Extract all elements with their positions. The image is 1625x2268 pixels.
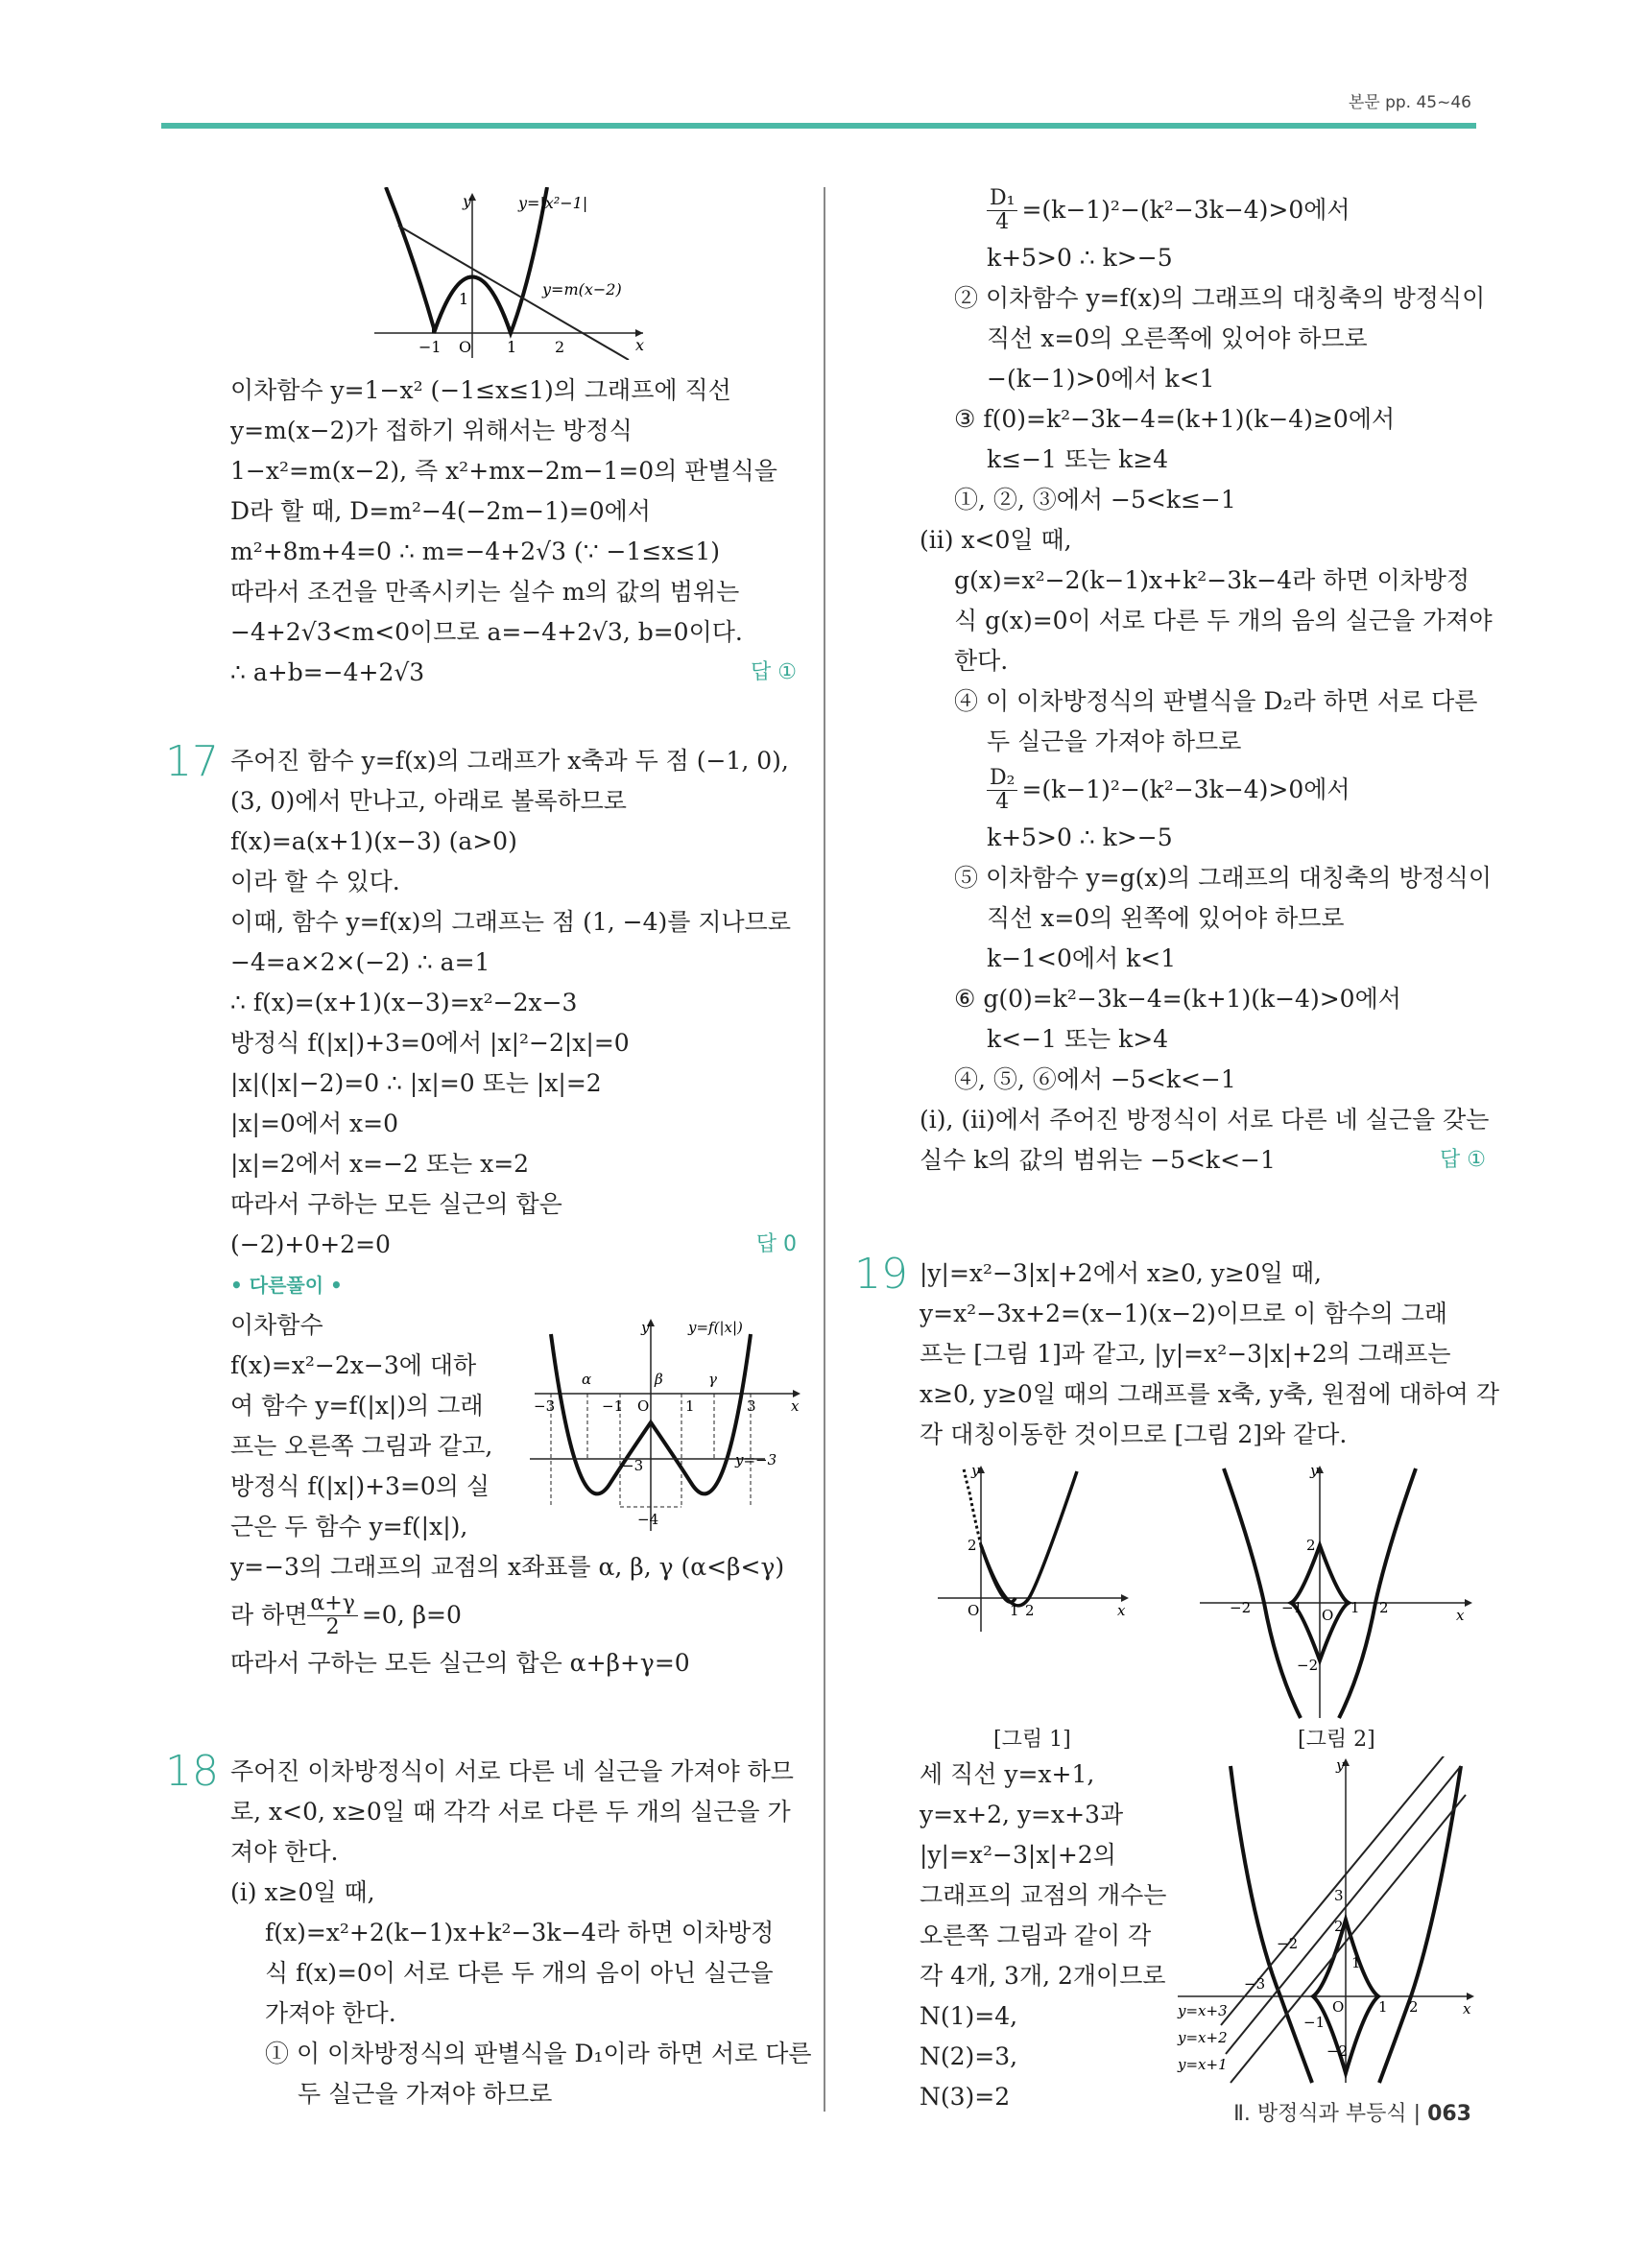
- text-line: 각 4개, 3개, 2개이므로: [920, 1962, 1166, 1990]
- text-fragment: 라 하면: [230, 1601, 308, 1629]
- alt-graph-xtick: −3: [534, 1397, 556, 1415]
- text-line: ⑥ g(0)=k²−3k−4=(k+1)(k−4)>0에서: [954, 985, 1401, 1013]
- fig1-xtick: 1: [1010, 1602, 1019, 1619]
- fraction-denominator: 2: [325, 1614, 340, 1639]
- fig3-xtick: −2: [1277, 1935, 1299, 1952]
- text-line: x≥0, y≥0일 때의 그래프를 x축, y축, 원점에 대하여 각: [920, 1380, 1499, 1408]
- page-number: 063: [1427, 2102, 1471, 2126]
- graph16-tick: −1: [418, 338, 442, 356]
- text-fragment: =(k−1)²−(k²−3k−4)>0에서: [1021, 776, 1350, 803]
- problem17-solution: [230, 741, 797, 1683]
- text-line: 로, x<0, x≥0일 때 각각 서로 다른 두 개의 실근을 가: [230, 1798, 791, 1826]
- text-line: 식 f(x)=0이 서로 다른 두 개의 음이 아닌 실근을: [265, 1959, 774, 1987]
- text-line: ① 이 이차방정식의 판별식을 D₁이라 하면 서로 다른: [265, 2040, 812, 2067]
- header-rule: [161, 123, 1476, 129]
- text-line: |x|=2에서 x=−2 또는 x=2: [230, 1150, 530, 1178]
- fig3-line-label: y=x+2: [1178, 2029, 1228, 2046]
- problem18-solution-part2: [920, 182, 1493, 1181]
- problem-number-19: 19: [854, 1250, 908, 1299]
- fig2-xtick: −2: [1230, 1599, 1252, 1616]
- text-line: ∴ a+b=−4+2√3: [230, 658, 425, 686]
- figure1-graph: [933, 1464, 1135, 1641]
- text-line: y=x²−3x+2=(x−1)(x−2)이므로 이 함수의 그래: [920, 1300, 1448, 1327]
- text-line: (ii) x<0일 때,: [920, 526, 1072, 554]
- fig1-x-label: x: [1117, 1602, 1126, 1619]
- alt-graph-curve-label: y=f(|x|): [688, 1319, 743, 1336]
- alt-graph-alpha: α: [582, 1371, 592, 1388]
- alt-graph-x-label: x: [791, 1397, 800, 1415]
- text-line: y=m(x−2)가 접하기 위해서는 방정식: [230, 417, 633, 444]
- fraction: [987, 767, 1017, 814]
- alt-graph-xtick: 3: [747, 1397, 756, 1415]
- fraction: [307, 1592, 357, 1639]
- text-line: −4+2√3<m<0이므로 a=−4+2√3, b=0이다.: [230, 618, 743, 646]
- text-line: 한다.: [954, 647, 1009, 675]
- text-line: N(2)=3,: [920, 2042, 1018, 2070]
- alt-graph-ytick: −3: [622, 1457, 644, 1474]
- fig3-ytick: 1: [1351, 1954, 1361, 1971]
- alt-graph-gamma: γ: [708, 1371, 717, 1388]
- problem-number-18: 18: [165, 1747, 219, 1796]
- fraction-denominator: 4: [995, 209, 1010, 234]
- fig3-y-label: y: [1336, 1756, 1345, 1774]
- text-line: f(x)=x²+2(k−1)x+k²−3k−4라 하면 이차방정: [265, 1919, 775, 1946]
- text-line: −4=a×2×(−2) ∴ a=1: [230, 948, 490, 976]
- text-line: 프는 [그림 1]과 같고, |y|=x²−3|x|+2의 그래프는: [920, 1340, 1451, 1368]
- alternative-solution-label: • 다른풀이 •: [230, 1274, 343, 1297]
- fig3-ytick: −1: [1303, 2014, 1326, 2031]
- text-line: 오른쪽 그림과 같이 각: [920, 1922, 1152, 1949]
- text-line: k+5>0 ∴ k>−5: [987, 244, 1173, 272]
- text-line: 주어진 이차방정식이 서로 다른 네 실근을 가져야 하므: [230, 1757, 794, 1785]
- alt-graph-xtick: O: [637, 1397, 650, 1415]
- fig3-xtick: −3: [1244, 1975, 1266, 1993]
- text-line: f(x)=x²−2x−3에 대하: [230, 1351, 477, 1379]
- text-line: 각 대칭이동한 것이므로 [그림 2]와 같다.: [920, 1420, 1348, 1448]
- alt-graph-y-label: y: [641, 1319, 650, 1336]
- chapter-title: Ⅱ. 방정식과 부등식: [1233, 2102, 1407, 2126]
- graph16-tick: O: [459, 338, 472, 356]
- problem16-solution: [230, 370, 797, 693]
- problem19-solution: [920, 1253, 1499, 1455]
- graph16-line-label: y=m(x−2): [542, 280, 622, 298]
- problem18-solution-part1: [230, 1752, 812, 2114]
- footer-separator: |: [1413, 2102, 1428, 2126]
- text-line: ② 이차함수 y=f(x)의 그래프의 대칭축의 방정식이: [954, 284, 1486, 312]
- fig3-line-label: y=x+1: [1178, 2056, 1228, 2073]
- text-line: |x|=0에서 x=0: [230, 1110, 398, 1137]
- text-line: 직선 x=0의 오른쪽에 있어야 하므로: [987, 324, 1368, 352]
- fig3-xtick: 2: [1409, 1998, 1419, 2016]
- text-line: 식 g(x)=0이 서로 다른 두 개의 음의 실근을 가져야: [954, 607, 1493, 634]
- text-line: (3, 0)에서 만나고, 아래로 볼록하므로: [230, 787, 627, 815]
- fig3-ytick: −2: [1326, 2042, 1349, 2060]
- text-line: (i) x≥0일 때,: [230, 1878, 375, 1906]
- text-line: 근은 두 함수 y=f(|x|),: [230, 1513, 468, 1540]
- text-line: y=x+2, y=x+3과: [920, 1801, 1124, 1828]
- graph16-y-label: y: [463, 192, 472, 210]
- graph16-x-label: x: [635, 336, 645, 354]
- fraction: [987, 187, 1017, 234]
- text-line: ④, ⑤, ⑥에서 −5<k<−1: [954, 1065, 1236, 1093]
- answer-badge: 답 ①: [751, 660, 797, 684]
- alt-graph-xtick: 1: [685, 1397, 695, 1415]
- text-line: 따라서 구하는 모든 실근의 합은: [230, 1190, 562, 1218]
- text-line: |y|=x²−3|x|+2의: [920, 1841, 1116, 1869]
- text-line: k+5>0 ∴ k>−5: [987, 824, 1173, 851]
- text-fragment: =0, β=0: [361, 1601, 462, 1629]
- text-line: 이때, 함수 y=f(x)의 그래프는 점 (1, −4)를 지나므로: [230, 908, 791, 936]
- fig1-y-label: y: [971, 1464, 980, 1479]
- text-line: m²+8m+4=0 ∴ m=−4+2√3 (∵ −1≤x≤1): [230, 537, 721, 565]
- text-line: 여 함수 y=f(|x|)의 그래: [230, 1392, 484, 1420]
- text-line: 따라서 조건을 만족시키는 실수 m의 값의 범위는: [230, 578, 740, 606]
- graph16-tick: 1: [507, 338, 517, 356]
- answer-badge: 답 ①: [1440, 1148, 1486, 1172]
- problem19-solution-part2: [920, 1755, 1188, 2117]
- answer-badge: 답 0: [755, 1232, 797, 1256]
- text-line: (i), (ii)에서 주어진 방정식이 서로 다른 네 실근을 갖는: [920, 1106, 1490, 1134]
- text-line: g(x)=x²−2(k−1)x+k²−3k−4라 하면 이차방정: [954, 566, 1470, 594]
- fig2-ytick: −2: [1297, 1657, 1319, 1674]
- text-line: 주어진 함수 y=f(x)의 그래프가 x축과 두 점 (−1, 0),: [230, 747, 789, 775]
- graph16-ytick: 1: [459, 290, 469, 308]
- fig3-ytick: 3: [1334, 1887, 1344, 1904]
- fig2-xtick: 1: [1350, 1599, 1360, 1616]
- text-line: 두 실근을 가져야 하므로: [987, 728, 1242, 755]
- figure3-graph: [1173, 1756, 1480, 2088]
- fig3-ytick: 2: [1334, 1918, 1344, 1935]
- text-line: 가져야 한다.: [265, 1999, 396, 2027]
- text-line: 세 직선 y=x+1,: [920, 1760, 1095, 1788]
- text-line: ∴ f(x)=(x+1)(x−3)=x²−2x−3: [230, 989, 578, 1016]
- figure2-caption: [그림 2]: [1298, 1728, 1375, 1752]
- fraction-numerator: D₂: [987, 767, 1017, 791]
- text-line: 이차함수: [230, 1311, 323, 1339]
- text-line: 프는 오른쪽 그림과 같고,: [230, 1432, 493, 1460]
- graph16-tick: 2: [555, 338, 565, 356]
- text-line: 두 실근을 가져야 하므로: [298, 2080, 553, 2108]
- alt-graph-beta: β: [655, 1371, 663, 1388]
- page-footer: [1233, 2097, 1471, 2127]
- text-line: 직선 x=0의 왼쪽에 있어야 하므로: [987, 904, 1345, 932]
- text-line: 져야 한다.: [230, 1838, 339, 1866]
- text-line: ③ f(0)=k²−3k−4=(k+1)(k−4)≥0에서: [954, 405, 1396, 433]
- fig1-ytick: 2: [968, 1537, 977, 1554]
- text-line: 방정식 f(|x|)+3=0에서 |x|²−2|x|=0: [230, 1029, 630, 1057]
- text-line: ⑤ 이차함수 y=g(x)의 그래프의 대칭축의 방정식이: [954, 864, 1492, 892]
- text-line: N(1)=4,: [920, 2002, 1018, 2030]
- fraction-denominator: 4: [995, 789, 1010, 814]
- fig1-origin: O: [968, 1602, 980, 1619]
- column-divider: [824, 187, 825, 2112]
- fig2-x-label: x: [1456, 1607, 1465, 1624]
- text-line: 실수 k의 값의 범위는 −5<k<−1: [920, 1146, 1276, 1174]
- fig3-x-label: x: [1463, 2000, 1471, 2017]
- fig3-xtick: 1: [1378, 1998, 1388, 2016]
- fig2-y-label: y: [1310, 1464, 1319, 1479]
- fraction-numerator: α+γ: [307, 1592, 357, 1616]
- fig3-origin: O: [1332, 1998, 1345, 2016]
- text-line: 이차함수 y=1−x² (−1≤x≤1)의 그래프에 직선: [230, 376, 731, 404]
- text-line: k−1<0에서 k<1: [987, 944, 1177, 972]
- text-line: D라 할 때, D=m²−4(−2m−1)=0에서: [230, 497, 651, 525]
- text-line: y=−3의 그래프의 교점의 x좌표를 α, β, γ (α<β<γ): [230, 1553, 785, 1581]
- text-line: |x|(|x|−2)=0 ∴ |x|=0 또는 |x|=2: [230, 1069, 602, 1097]
- graph16-curve-label: y=|x²−1|: [518, 194, 588, 212]
- text-fragment: =(k−1)²−(k²−3k−4)>0에서: [1021, 196, 1350, 224]
- text-line: k<−1 또는 k>4: [987, 1025, 1169, 1053]
- text-line: (−2)+0+2=0: [230, 1230, 391, 1258]
- text-line: |y|=x²−3|x|+2에서 x≥0, y≥0일 때,: [920, 1259, 1322, 1287]
- fraction-numerator: D₁: [987, 187, 1017, 211]
- alt-graph-line-label: y=−3: [735, 1451, 777, 1468]
- text-line: 이라 할 수 있다.: [230, 868, 400, 895]
- fig2-xtick: −1: [1281, 1599, 1303, 1616]
- fig2-ytick: 2: [1306, 1537, 1316, 1554]
- fig1-xtick: 2: [1025, 1602, 1035, 1619]
- text-line: N(3)=2: [920, 2083, 1011, 2111]
- alt-graph-ytick: −4: [637, 1511, 659, 1528]
- problem-number-17: 17: [165, 737, 219, 786]
- fig2-origin: O: [1322, 1607, 1334, 1624]
- text-line: 따라서 구하는 모든 실근의 합은 α+β+γ=0: [230, 1649, 690, 1677]
- graph-problem16: [374, 187, 662, 360]
- page-reference: 본문 pp. 45~46: [1348, 93, 1471, 112]
- text-line: 그래프의 교점의 개수는: [920, 1881, 1167, 1909]
- figure2-graph: [1195, 1464, 1478, 1723]
- fig3-line-label: y=x+3: [1178, 2002, 1228, 2019]
- text-line: ④ 이 이차방정식의 판별식을 D₂라 하면 서로 다른: [954, 687, 1478, 715]
- graph-alt-solution: [530, 1315, 803, 1536]
- figure1-caption: [그림 1]: [993, 1728, 1071, 1752]
- text-line: f(x)=a(x+1)(x−3) (a>0): [230, 827, 517, 855]
- text-line: −(k−1)>0에서 k<1: [987, 365, 1215, 393]
- fig2-xtick: 2: [1379, 1599, 1389, 1616]
- alt-graph-xtick: −1: [602, 1397, 624, 1415]
- text-line: 방정식 f(|x|)+3=0의 실: [230, 1472, 490, 1500]
- text-line: k≤−1 또는 k≥4: [987, 445, 1169, 473]
- text-line: 1−x²=m(x−2), 즉 x²+mx−2m−1=0의 판별식을: [230, 457, 777, 485]
- text-line: ①, ②, ③에서 −5<k≤−1: [954, 486, 1236, 513]
